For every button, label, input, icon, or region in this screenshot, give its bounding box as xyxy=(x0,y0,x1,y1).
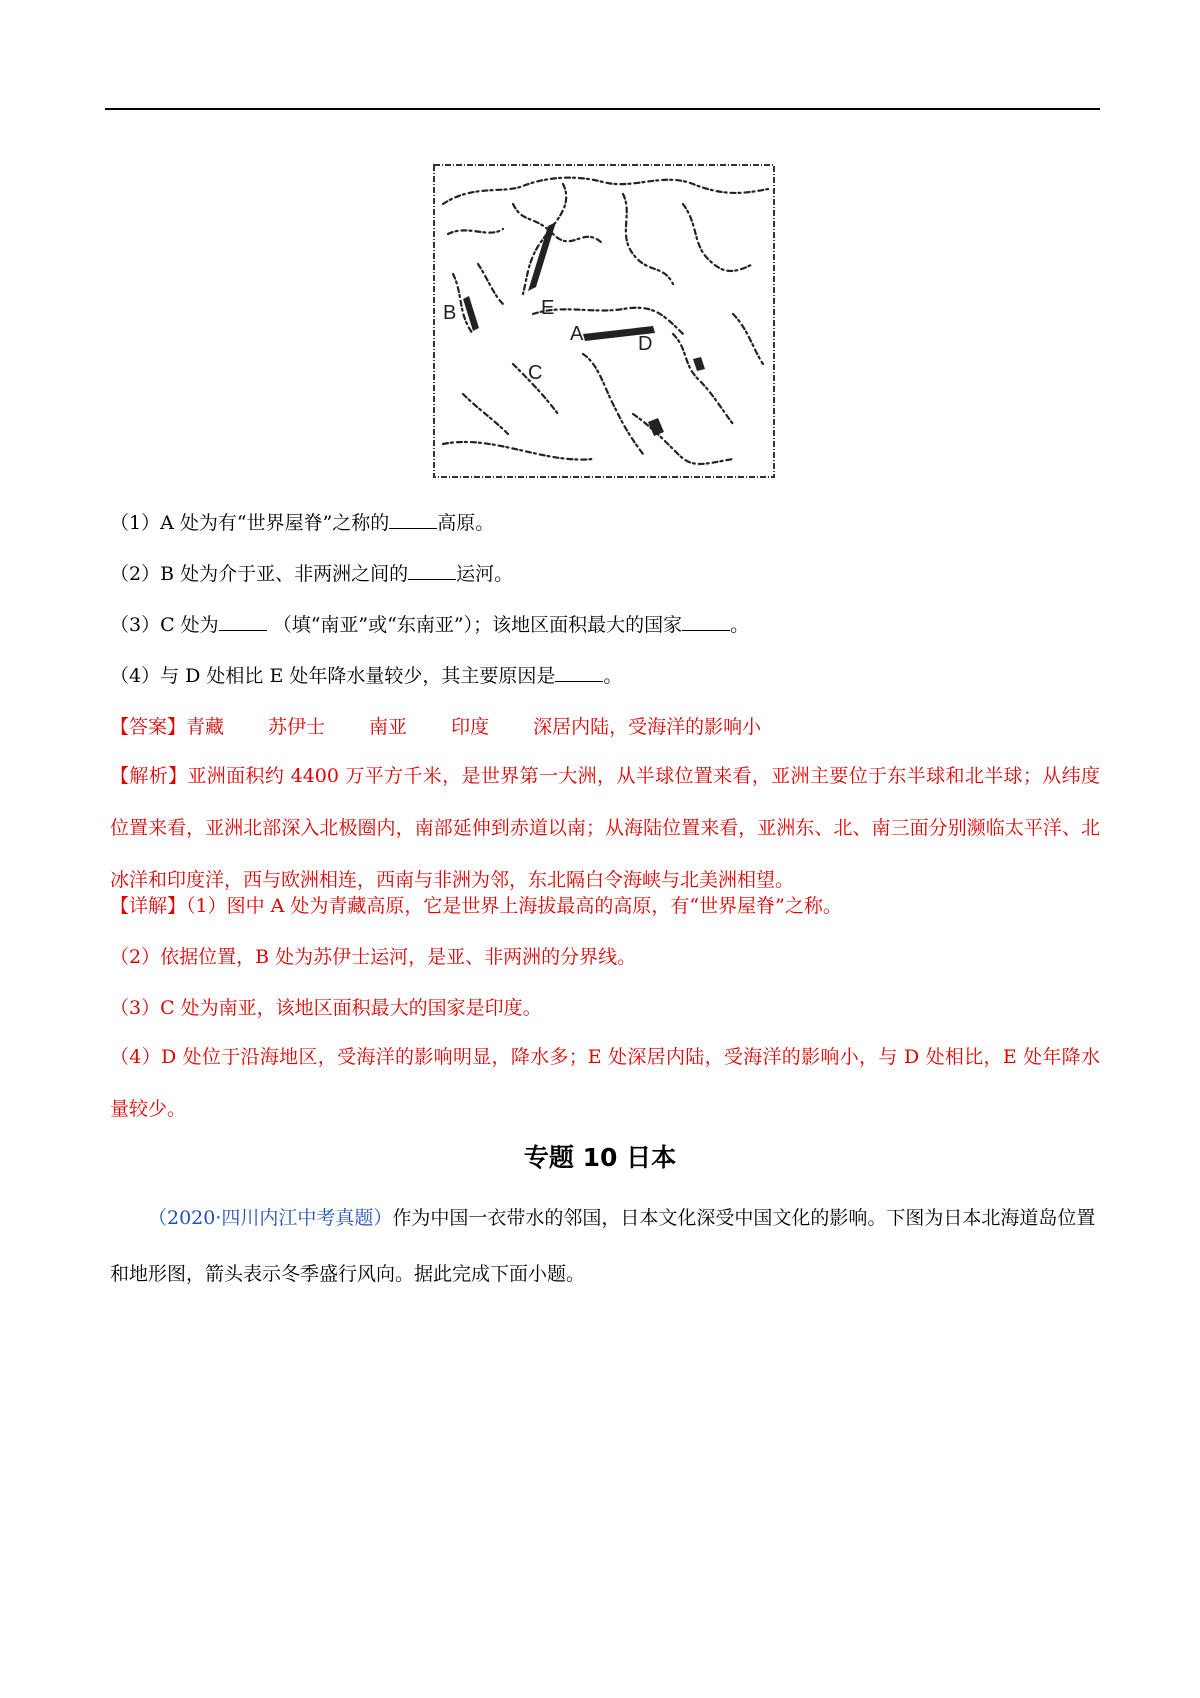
map-label-e: E xyxy=(541,297,555,319)
question-source: （2020·四川内江中考真题） xyxy=(148,1207,393,1229)
map-label-a: A xyxy=(570,323,584,345)
detail-line-3: （3）C 处为南亚，该地区面积最大的国家是印度。 xyxy=(110,997,542,1019)
answer-blank xyxy=(219,612,267,631)
detail-tag: 【详解】 xyxy=(110,895,187,917)
detail-line-4: （4）D 处位于沿海地区，受海洋的影响明显，降水多；E 处深居内陆，受海洋的影响小，与 D 处相比，E 处年降水量较少。 xyxy=(110,1046,1100,1120)
intro-text: 作为中国一衣带水的邻国，日本文化深受中国文化的影响。下图为日本北海道岛位置和地形图，箭头表示冬季盛行风向。据此完成下面小题。 xyxy=(110,1207,1096,1285)
answer-item: 南亚 xyxy=(369,716,408,738)
detail-line-1: 【详解】（1）图中 A 处为青藏高原，它是世界上海拔最高的高原，有“世界屋脊”之称。 xyxy=(110,895,842,917)
analysis-paragraph xyxy=(110,750,1100,906)
answer-blank xyxy=(389,510,437,529)
question-4: （4）与 D 处相比 E 处年降水量较少，其主要原因是 。 xyxy=(110,665,623,687)
answer-tag: 【答案】 xyxy=(110,716,187,738)
answer-item: 深居内陆，受海洋的影响小 xyxy=(533,716,762,738)
map-label-d: D xyxy=(638,333,653,355)
answer-item: 苏伊士 xyxy=(268,716,326,738)
question-1: （1）A 处为有“世界屋脊”之称的 高原。 xyxy=(110,512,495,534)
section-heading: 专题 10 日本 xyxy=(523,1143,677,1172)
answer-line xyxy=(110,714,805,740)
answer-item: 印度 xyxy=(451,716,490,738)
asia-outline-map xyxy=(433,164,776,478)
answer-blank xyxy=(555,663,603,682)
question-intro xyxy=(110,1190,1100,1302)
analysis-text: 亚洲面积约 4400 万平方千米，是世界第一大洲，从半球位置来看，亚洲主要位于东半球和北半球；从纬度位置来看，亚洲北部深入北极圈内，南部延伸到赤道以南；从海陆位置来看，亚洲东、北、南三面分别濒临太平洋、北冰洋和印度洋，西与欧洲相连，西南与非洲为邻，东北隔白令海峡与北美洲相望。 xyxy=(110,765,1100,891)
header-rule xyxy=(105,108,1100,110)
question-3: （3）C 处为 （填“南亚”或“东南亚”）；该地区面积最大的国家 。 xyxy=(110,614,750,636)
answer-item: 青藏 xyxy=(186,716,225,738)
map-label-b: B xyxy=(443,302,457,324)
answer-blank xyxy=(408,561,456,580)
detail-line-2: （2）依据位置，B 处为苏伊士运河，是亚、非两洲的分界线。 xyxy=(110,946,637,968)
question-2: （2）B 处为介于亚、非两洲之间的 运河。 xyxy=(110,563,514,585)
analysis-tag: 【解析】 xyxy=(110,765,188,787)
map-label-c: C xyxy=(528,362,543,384)
answer-blank xyxy=(682,612,730,631)
